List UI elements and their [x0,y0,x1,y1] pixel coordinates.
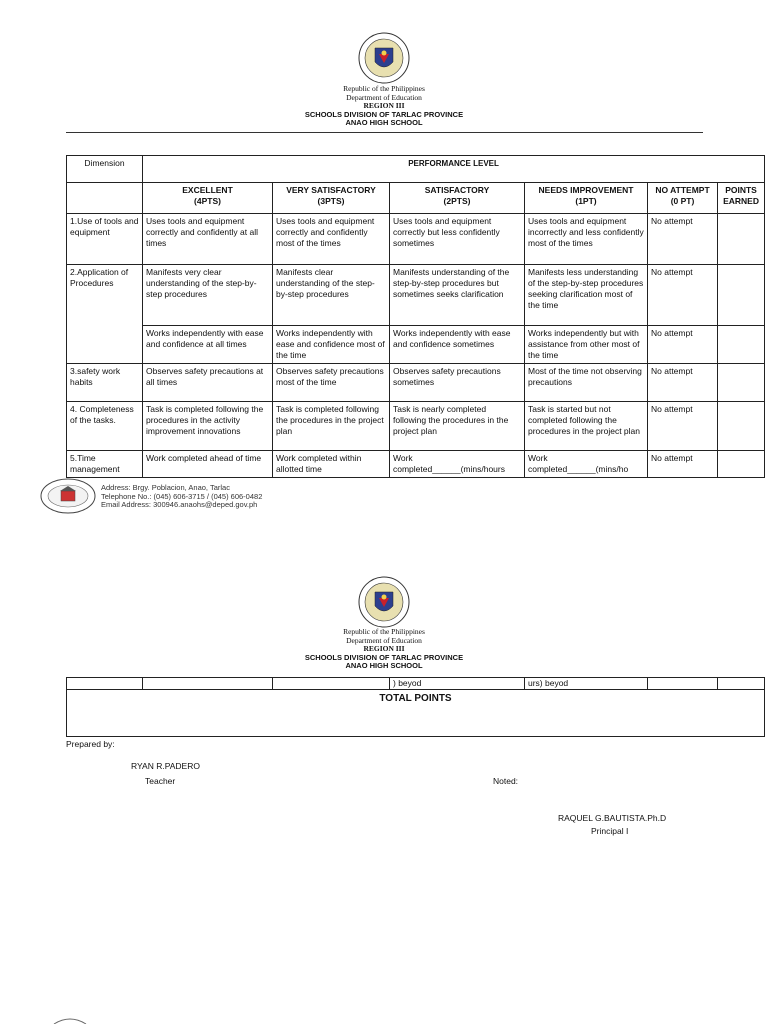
deped-seal-icon [358,576,410,628]
points-cell [718,451,765,478]
criteria-cell: No attempt [648,451,718,478]
criteria-cell: Observes safety precautions at all times [143,364,273,402]
table-row [67,451,765,478]
region-text: REGION III [363,101,405,110]
col-no-attempt: NO ATTEMPT (0 PT) [648,183,718,214]
points-cell [718,402,765,451]
criteria-cell: Uses tools and equipment correctly but less confidently sometimes [390,214,525,265]
criteria-cell: No attempt [648,364,718,402]
points-cell [718,326,765,364]
table-row [67,326,765,364]
performance-level-header: PERFORMANCE LEVEL [143,156,765,183]
division-text: SCHOOLS DIVISION OF TARLAC PROVINCE [304,652,464,662]
criteria-cell: Manifests very clear understanding of the step-by-step procedures [143,265,273,326]
dimension-cell: 4. Completeness of the tasks. [67,402,143,451]
dimension-cell: 2.Application of Procedures [67,265,143,364]
dimension-header: Dimension [67,156,143,183]
teacher-name: RYAN R.PADERO [131,761,200,771]
republic-text: Republic of the Philippines [343,84,425,93]
points-cell [718,214,765,265]
criteria-cell: Manifests understanding of the step-by-step procedures but sometimes seeks clarification [390,265,525,326]
criteria-cell: Works independently with ease and confidence most of the time [273,326,390,364]
school-text: ANAO HIGH SCHOOL [345,661,423,670]
criteria-cell: Task is completed following the procedures in the project plan [273,402,390,451]
school-logo-icon [40,478,96,514]
criteria-cell: No attempt [648,214,718,265]
table-row [67,214,765,265]
criteria-cell: Works independently with ease and confidence at all times [143,326,273,364]
criteria-cell: No attempt [648,265,718,326]
col-points-earned: POINTS EARNED [718,183,765,214]
continued-cell: ) beyod [390,678,525,690]
total-points-label: TOTAL POINTS [67,690,765,737]
criteria-cell: Most of the time not observing precautions [525,364,648,402]
criteria-cell: Uses tools and equipment incorrectly and less confidently most of the times [525,214,648,265]
principal-name: RAQUEL G.BAUTISTA.Ph.D [558,813,667,823]
dimension-cell: 1.Use of tools and equipment [67,214,143,265]
col-needs-improvement: NEEDS IMPROVEMENT (1PT) [525,183,648,214]
footer-address: Address: Brgy. Poblacion, Anao, Tarlac [101,483,230,492]
republic-text: Republic of the Philippines [343,627,425,636]
criteria-cell: Works independently but with assistance from other most of the time [525,326,648,364]
prepared-by-label: Prepared by: [66,739,115,749]
criteria-cell: Task is started but not completed following the procedures in the project plan [525,402,648,451]
criteria-cell: Uses tools and equipment correctly and confidently most of the times [273,214,390,265]
table-row [67,402,765,451]
noted-label: Noted: [493,776,519,786]
criteria-cell: Works independently with ease and confidence sometimes [390,326,525,364]
dimension-cell: 5.Time management [67,451,143,478]
partial-seal-icon [50,1018,90,1024]
criteria-cell: Work completed ahead of time [143,451,273,478]
table-row [67,265,765,326]
criteria-cell: Uses tools and equipment correctly and confidently at all times [143,214,273,265]
criteria-cell: Manifests clear understanding of the step-by-step procedures [273,265,390,326]
school-text: ANAO HIGH SCHOOL [345,118,423,127]
teacher-title: Teacher [145,776,176,786]
dimension-cell: 3.safety work habits [67,364,143,402]
criteria-cell: No attempt [648,402,718,451]
principal-title: Principal I [591,826,629,836]
department-text: Department of Education [346,92,422,102]
criteria-cell: Work completed______(mins/hours [390,451,525,478]
rubric-table-continuation [66,677,765,737]
footer-telephone: Telephone No.: (045) 606-3715 / (045) 606-0482 [101,491,263,501]
col-excellent: EXCELLENT (4PTS) [143,183,273,214]
blank-header-cell [67,183,143,214]
department-text: Department of Education [346,635,422,645]
criteria-cell: Observes safety precautions sometimes [390,364,525,402]
continued-cell: urs) beyod [525,678,648,690]
criteria-cell: Manifests less understanding of the step-by-step procedures seeking clarification most of the time [525,265,648,326]
criteria-cell: Task is completed following the procedures in the activity improvement innovations [143,402,273,451]
criteria-cell: Work completed______(mins/ho [525,451,648,478]
region-text: REGION III [363,644,405,653]
col-satisfactory: SATISFACTORY (2PTS) [390,183,525,214]
rubric-table [66,155,765,478]
criteria-cell: Task is nearly completed following the procedures in the project plan [390,402,525,451]
division-text: SCHOOLS DIVISION OF TARLAC PROVINCE [304,109,464,119]
points-cell [718,364,765,402]
criteria-cell: Observes safety precautions most of the time [273,364,390,402]
criteria-cell: No attempt [648,326,718,364]
deped-seal-icon [358,32,410,84]
points-cell [718,265,765,326]
header-divider [66,132,703,133]
col-very-satisfactory: VERY SATISFACTORY (3PTS) [273,183,390,214]
table-row [67,364,765,402]
footer-email: Email Address: 300946.anaohs@deped.gov.ph [101,500,258,509]
criteria-cell: Work completed within allotted time [273,451,390,478]
